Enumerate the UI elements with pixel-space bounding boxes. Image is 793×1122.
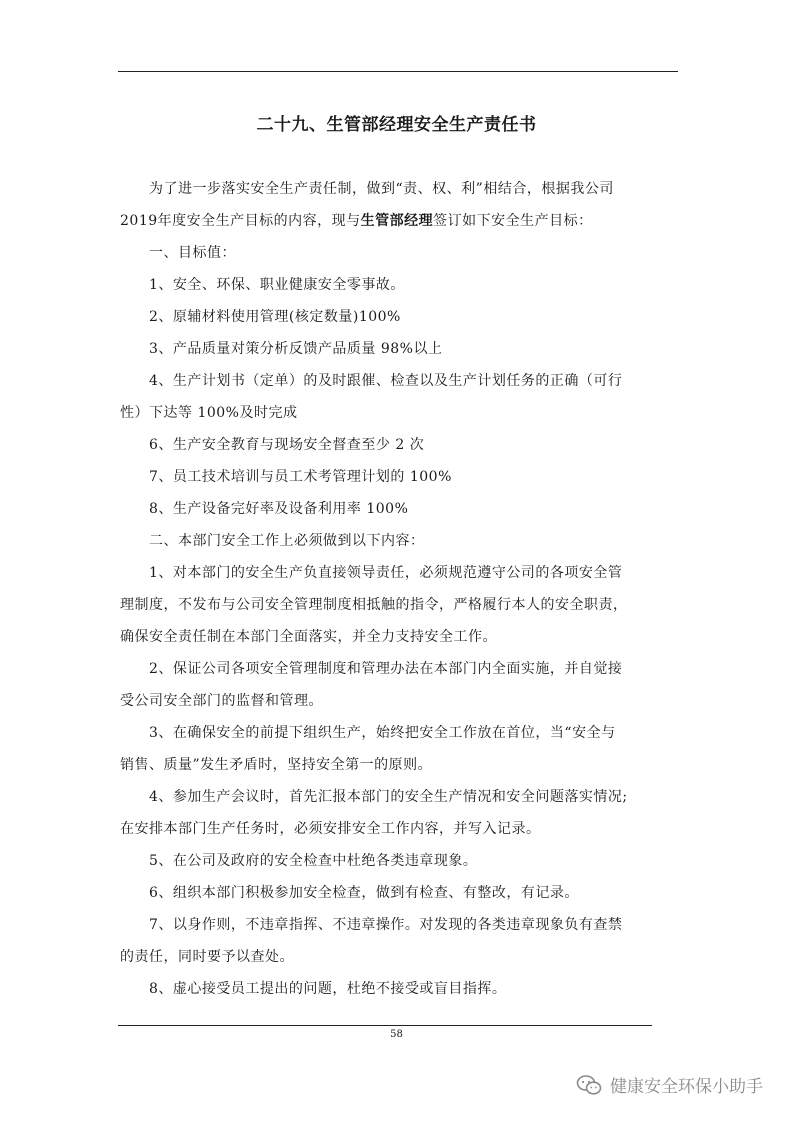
duty-line: 在安排本部门生产任务时，必须安排安全工作内容，并写入记录。 xyxy=(120,821,541,837)
duty-line: 确保安全责任制在本部门全面落实，并全力支持安全工作。 xyxy=(120,629,497,645)
wechat-icon xyxy=(576,1074,602,1096)
goal-item-continued: 性）下达等 100%及时完成 xyxy=(120,405,298,421)
intro-text: 2019年度安全生产目标的内容，现与 xyxy=(120,213,361,229)
section-heading: 一、目标值： xyxy=(149,245,236,261)
section-heading: 二、本部门安全工作上必须做到以下内容： xyxy=(149,533,425,549)
goal-item: 2、原辅材料使用管理(核定数量)100% xyxy=(149,309,401,325)
watermark xyxy=(576,1072,763,1097)
duty-line: 受公司安全部门的监督和管理。 xyxy=(120,693,323,709)
page-number: 58 xyxy=(390,1029,403,1040)
duty-line: 2、保证公司各项安全管理制度和管理办法在本部门内全面实施，并自觉接 xyxy=(149,661,623,677)
document-title: 二十九、生管部经理安全生产责任书 xyxy=(256,115,537,135)
duty-line: 6、组织本部门积极参加安全检查，做到有检查、有整改，有记录。 xyxy=(149,885,579,901)
goal-item: 6、生产安全教育与现场安全督查至少 2 次 xyxy=(149,437,425,453)
goal-item: 8、生产设备完好率及设备利用率 100% xyxy=(149,501,409,517)
intro-text: 签订如下安全生产目标： xyxy=(433,213,593,229)
goal-item: 7、员工技术培训与员工术考管理计划的 100% xyxy=(149,469,452,485)
duty-line: 的责任，同时要予以查处。 xyxy=(120,949,294,965)
document-body xyxy=(120,173,660,1005)
duty-line: 5、在公司及政府的安全检查中杜绝各类违章现象。 xyxy=(149,853,478,869)
duty-line: 3、在确保安全的前提下组织生产，始终把安全工作放在首位，当“安全与 xyxy=(149,725,616,741)
intro-line xyxy=(120,205,660,237)
duty-line: 销售、质量”发生矛盾时，坚持安全第一的原则。 xyxy=(120,757,433,773)
goal-item: 3、产品质量对策分析反馈产品质量 98%以上 xyxy=(149,341,443,357)
duty-line: 理制度，不发布与公司安全管理制度相抵触的指令，严格履行本人的安全职责， xyxy=(120,597,628,613)
goal-item: 1、安全、环保、职业健康安全零事故。 xyxy=(149,277,405,293)
duty-line: 7、以身作则，不违章指挥、不违章操作。对发现的各类违章现象负有查禁 xyxy=(149,917,623,933)
duty-line: 8、虚心接受员工提出的问题，杜绝不接受或盲目指挥。 xyxy=(149,981,507,997)
watermark-text: 健康安全环保小助手 xyxy=(610,1077,763,1097)
footer-rule xyxy=(118,1025,652,1026)
intro-paragraph xyxy=(120,173,660,237)
header-rule xyxy=(118,71,678,72)
intro-line: 为了进一步落实安全生产责任制，做到“责、权、利”相结合，根据我公司 xyxy=(149,181,614,197)
duty-line: 4、参加生产会议时，首先汇报本部门的安全生产情况和安全问题落实情况; xyxy=(149,789,628,805)
goal-item: 4、生产计划书（定单）的及时跟催、检查以及生产计划任务的正确（可行 xyxy=(149,373,623,389)
duty-line: 1、对本部门的安全生产负直接领导责任，必须规范遵守公司的各项安全管 xyxy=(149,565,623,581)
intro-bold-text: 生管部经理 xyxy=(360,213,434,229)
